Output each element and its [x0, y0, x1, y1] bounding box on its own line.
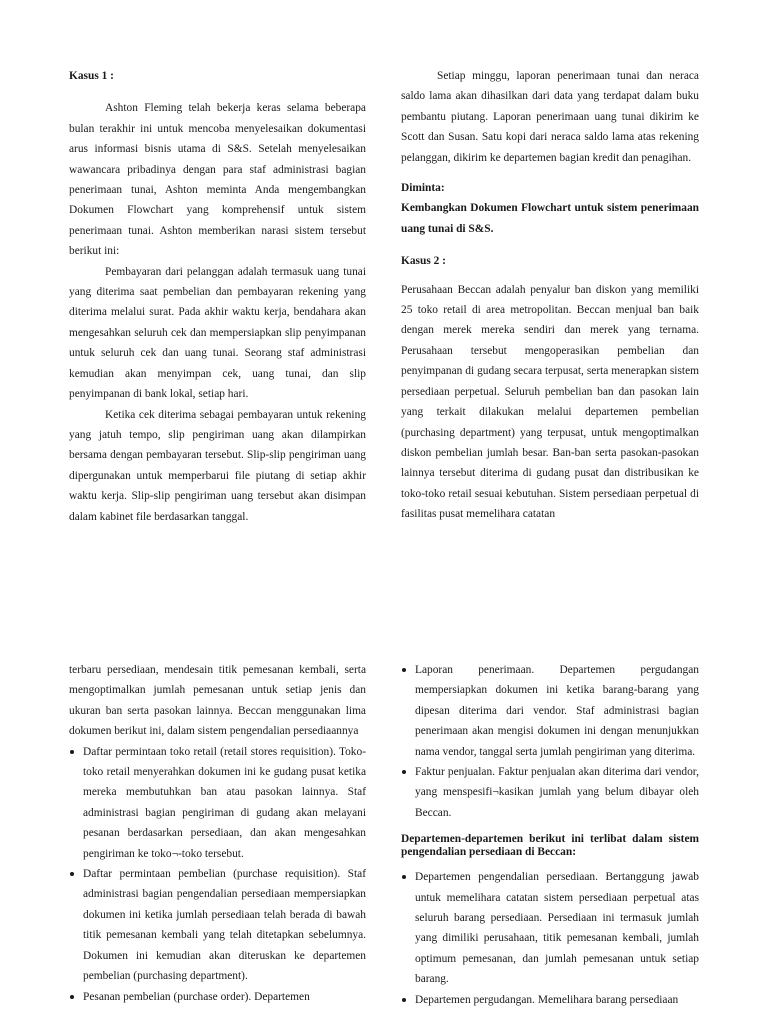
kasus-2-title: Kasus 2 : — [401, 255, 446, 268]
list-item: Departemen pergudangan. Memelihara barang persediaan — [415, 993, 679, 1006]
document-list — [69, 742, 366, 1007]
kasus-1-paragraph-4: Setiap minggu, laporan penerimaan tunai dan neraca saldo lama akan dihasilkan dari data yang terdapat dalam buku pembantu piutang. Laporan penerimaan uang tunai dikirim ke Scott dan Susan. Satu kopi dari neraca saldo lama atas rekening pelanggan, dikirim ke departemen bagian kredit dan penagihan. — [401, 70, 699, 164]
kasus-1-paragraph-1: Ashton Fleming telah bekerja keras selama beberapa bulan terakhir ini untuk mencoba menyelesaikan dokumentasi arus informasi bisnis utama di S&S. Setelah menyelesaikan wawancara pribadinya dengan para staf administrasi bagian penerimaan tunai, Ashton meminta Anda mengembangkan Dokumen Flowchart yang komprehensif untuk sistem penerimaan tunai. Ashton memberikan narasi sistem tersebut berikut ini: — [69, 102, 366, 258]
document-list-continued — [401, 660, 699, 823]
list-item: Faktur penjualan. Faktur penjualan akan diterima dari vendor, yang menspesifi¬kasikan jumlah yang belum dibayar oleh Beccan. — [415, 766, 699, 819]
diminta-label: Diminta: — [401, 182, 445, 195]
page2-left-column — [69, 660, 366, 1007]
list-item: Departemen pengendalian persediaan. Bertanggung jawab untuk memelihara catatan sistem persediaan perpetual atas seluruh barang persediaan. Persediaan ini termasuk jumlah yang dimiliki perusahaan, titik pemesanan kembali, jumlah optimum pemesanan, dan jumlah pemesanan untuk setiap barang. — [415, 871, 699, 986]
page-gap — [0, 560, 768, 650]
page1-left-column — [69, 66, 366, 527]
kasus-1-paragraph-2: Pembayaran dari pelanggan adalah termasuk uang tunai yang diterima saat pembelian dan pembayaran rekening yang diterima melalui surat. Pada akhir waktu kerja, bendahara akan mengesahkan seluruh cek dan mempersiapkan slip penyimpanan untuk seluruh cek dan uang tunai. Seorang staf administrasi kemudian akan menyimpan cek, uang tunai, dan slip penyimpanan di bank lokal, setiap hari. — [69, 265, 366, 401]
list-item: Daftar permintaan pembelian (purchase requisition). Staf administrasi bagian pengendalian persediaan mempersiapkan dokumen ini ketika jumlah persediaan telah berada di bawah titik pemesanan kembali yang telah ditetapkan sebelumnya. Dokumen ini kemudian akan diteruskan ke departemen pembelian (purchasing department). — [83, 868, 366, 983]
list-item: Laporan penerimaan. Departemen pergudangan mempersiapkan dokumen ini ketika barang-barang yang dipesan diterima dari vendor. Staf administrasi bagian penerimaan akan mengisi dokumen ini dengan menunjukkan nama vendor, tanggal serta jumlah pengiriman yang diterima. — [415, 664, 699, 758]
kasus-2-paragraph: Perusahaan Beccan adalah penyalur ban diskon yang memiliki 25 toko retail di area metropolitan. Beccan menjual ban baik dengan merek mereka sendiri dan merek yang ternama. Perusahaan tersebut mengoperasikan pembelian dan penyimpanan di gudang secara terpusat, serta menerapkan sistem persediaan perpetual. Seluruh pembelian ban dan pasokan lain yang terkait dilakukan melalui departemen pembelian (purchasing department) yang terpusat, untuk mengoptimalkan diskon pembelian jumlah besar. Ban-ban serta pasokan-pasokan lainnya tersebut diterima di gudang pusat dan distribusikan ke toko-toko retail sesuai kebutuhan. Sistem persediaan perpetual di fasilitas pusat memelihara catatan — [401, 283, 699, 521]
diminta-text: Kembangkan Dokumen Flowchart untuk sistem penerimaan uang tunai di S&S. — [401, 202, 699, 235]
list-item: Daftar permintaan toko retail (retail stores requisition). Toko-toko retail menyerahkan dokumen ini ke gudang pusat ketika mereka membutuhkan ban atau pasokan lainnya. Staf administrasi bagian pengiriman di gudang akan melayani pesanan berdasarkan persediaan, dan akan mengesahkan pengiriman ke toko¬-toko tersebut. — [83, 745, 366, 860]
departments-heading: Departemen-departemen berikut ini terlibat dalam sistem pengendalian persediaan di Beccan: — [401, 833, 699, 859]
list-item: Pesanan pembelian (purchase order). Departemen — [83, 990, 310, 1003]
document-page-2 — [0, 650, 768, 1024]
kasus-2-continued-paragraph: terbaru persediaan, mendesain titik pemesanan kembali, serta mengoptimalkan jumlah pemesanan untuk setiap jenis dan ukuran ban serta pasokan lainnya. Beccan menggunakan lima dokumen berikut ini, dalam sistem pengendalian persediaannya — [69, 664, 366, 738]
kasus-1-paragraph-3: Ketika cek diterima sebagai pembayaran untuk rekening yang jatuh tempo, slip pengiriman uang akan dilampirkan bersama dengan pembayaran tersebut. Slip-slip pengiriman uang dipergunakan untuk memperbarui file piutang di setiap akhir waktu kerja. Slip-slip pengiriman uang tersebut akan disimpan dalam kabinet file berdasarkan tanggal. — [69, 408, 366, 523]
kasus-1-title: Kasus 1 : — [69, 70, 114, 82]
page2-right-column — [401, 660, 699, 1010]
page1-right-column — [401, 66, 699, 525]
department-list — [401, 867, 699, 1010]
